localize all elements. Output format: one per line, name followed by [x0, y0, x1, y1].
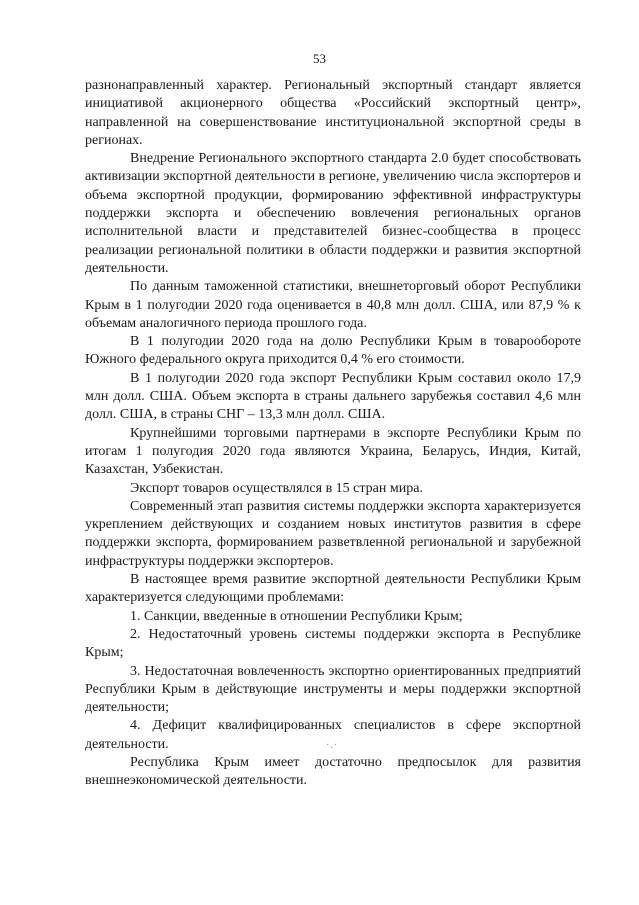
- list-item-4: 4. Дефицит квалифицированных специалистов в сфере экспортной деятельности.: [85, 718, 581, 752]
- paragraph-2: Внедрение Регионального экспортного стандарта 2.0 будет способствовать активизации экспортной деятельности в регионе, увеличению числа экспортеров и объема экспортной продукции, формированию эффективной инфраструктуры поддержки экспорта и обеспечению вовлечения региональных органов исполнительной власти и представителей бизнес-сообщества в процесс реализации региональной политики в области поддержки и развития экспортной деятельности.: [85, 151, 581, 276]
- paragraph-3: По данным таможенной статистики, внешнеторговый оборот Республики Крым в 1 полугодии 2020 года оценивается в 40,8 млн долл. США, или 87,9 % к объемам аналогичного периода прошлого года.: [85, 279, 581, 331]
- paragraph-5: В 1 полугодии 2020 года экспорт Республики Крым составил около 17,9 млн долл. США. Объем экспорта в страны дальнего зарубежья составил 4,6 млн долл. США, в страны СНГ – 13,3 млн долл. США.: [85, 370, 581, 423]
- document-body: [85, 77, 581, 791]
- paragraph-7: Экспорт товаров осуществлялся в 15 стран мира.: [130, 480, 423, 496]
- list-item-3: 3. Недостаточная вовлеченность экспортно ориентированных предприятий Республики Крым в действующие инструменты и меры поддержки экспортной деятельности;: [85, 663, 581, 716]
- paragraph-8: Современный этап развития системы поддержки экспорта характеризуется укреплением действующих и созданием новых институтов развития в сфере поддержки экспорта, формированием разветвленной региональной и зарубежной инфраструктуры поддержки экспортеров.: [85, 498, 581, 569]
- paragraph-4: В 1 полугодии 2020 года на долю Республики Крым в товарообороте Южного федерального округа приходится 0,4 % его стоимости.: [85, 334, 581, 368]
- list-item-2: 2. Недостаточный уровень системы поддержки экспорта в Республике Крым;: [85, 626, 581, 661]
- list-item-1: 1. Санкции, введенные в отношении Республики Крым;: [130, 608, 463, 624]
- page-number: 53: [313, 51, 326, 66]
- paragraph-1: разнонаправленный характер. Региональный экспортный стандарт является инициативой акционерного общества «Российский экспортный центр», направленной на совершенствование институциональной экспортной среды в регионах.: [85, 78, 581, 148]
- paragraph-6: Крупнейшими торговыми партнерами в экспорте Республики Крым по итогам 1 полугодия 2020 года являются Украина, Беларусь, Индия, Китай, Казахстан, Узбекистан.: [85, 425, 581, 478]
- scan-mark: ·.·: [326, 740, 339, 751]
- paragraph-9: В настоящее время развитие экспортной деятельности Республики Крым характеризуется следующими проблемами:: [85, 572, 581, 606]
- paragraph-10: Республика Крым имеет достаточно предпосылок для развития внешнеэкономической деятельности.: [85, 754, 581, 789]
